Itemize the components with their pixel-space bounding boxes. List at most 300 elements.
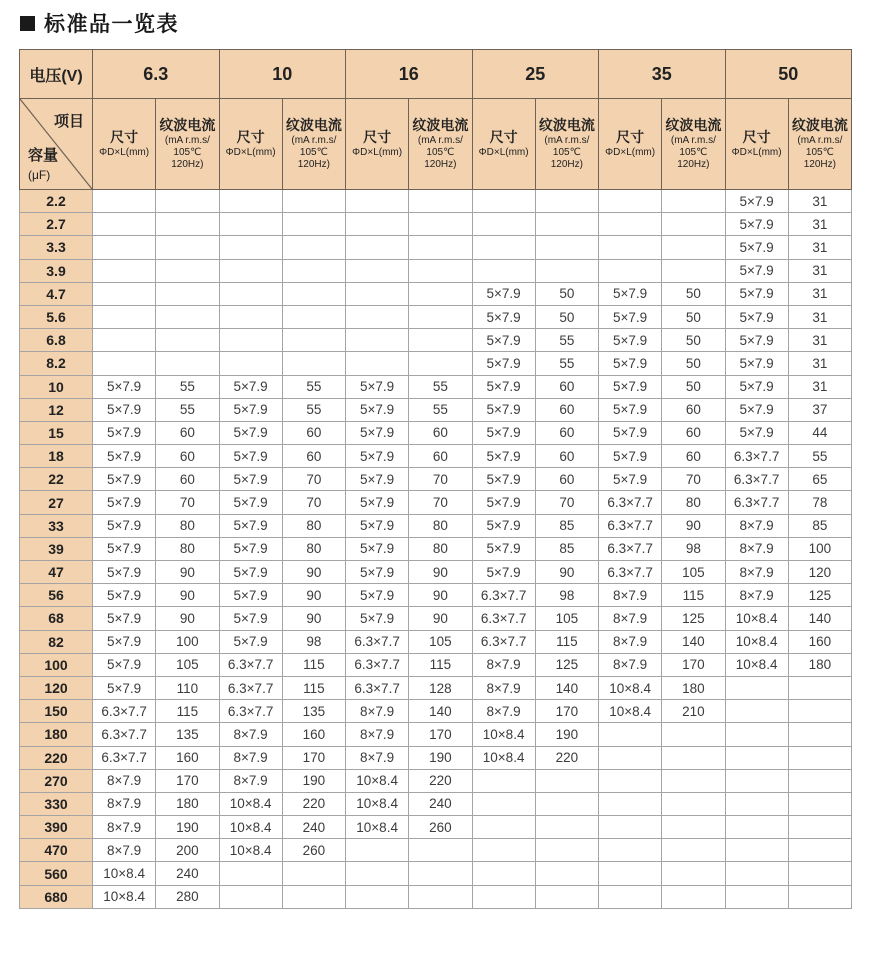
size-cell: 6.3×7.7 (725, 491, 788, 514)
size-cell: 8×7.9 (219, 769, 282, 792)
ripple-cell: 55 (409, 375, 472, 398)
ripple-cell: 70 (409, 491, 472, 514)
ripple-cell (788, 676, 851, 699)
voltage-cell: 10 (219, 50, 346, 99)
size-cell: 6.3×7.7 (346, 653, 409, 676)
voltage-label-cell: 电压(V) (20, 50, 93, 99)
ripple-cell (282, 862, 345, 885)
ripple-cell: 60 (662, 398, 725, 421)
table-row (20, 792, 852, 815)
size-cell: 8×7.9 (725, 514, 788, 537)
size-cell (93, 190, 156, 213)
size-cell (219, 352, 282, 375)
table-row (20, 816, 852, 839)
size-cell (472, 213, 535, 236)
size-cell (472, 769, 535, 792)
size-header-cell: 尺寸 ΦD×L(mm) (599, 99, 662, 190)
size-cell (93, 213, 156, 236)
standard-products-table (19, 49, 852, 909)
ripple-cell: 240 (282, 816, 345, 839)
size-cell: 6.3×7.7 (725, 468, 788, 491)
ripple-cell (662, 816, 725, 839)
size-cell: 5×7.9 (219, 607, 282, 630)
subheader-row (20, 99, 852, 190)
size-cell: 6.3×7.7 (219, 653, 282, 676)
table-row (20, 352, 852, 375)
size-header-cell: 尺寸 ΦD×L(mm) (346, 99, 409, 190)
size-cell: 5×7.9 (472, 561, 535, 584)
ripple-cell: 115 (282, 676, 345, 699)
ripple-cell: 105 (662, 561, 725, 584)
table-row (20, 607, 852, 630)
size-cell: 5×7.9 (346, 421, 409, 444)
voltage-cell: 35 (599, 50, 726, 99)
size-cell: 6.3×7.7 (599, 537, 662, 560)
size-cell: 5×7.9 (725, 190, 788, 213)
size-cell: 5×7.9 (346, 398, 409, 421)
ripple-header-cell: 纹波电流 (mA r.m.s/ 105℃ 120Hz) (409, 99, 472, 190)
size-cell (346, 236, 409, 259)
size-cell: 8×7.9 (472, 676, 535, 699)
ripple-cell: 60 (535, 375, 598, 398)
ripple-cell: 55 (535, 329, 598, 352)
ripple-cell: 220 (409, 769, 472, 792)
ripple-cell: 85 (535, 514, 598, 537)
ripple-cell: 240 (156, 862, 219, 885)
size-cell (93, 282, 156, 305)
ripple-cell: 31 (788, 375, 851, 398)
table-row (20, 259, 852, 282)
ripple-cell: 180 (788, 653, 851, 676)
size-cell: 5×7.9 (725, 305, 788, 328)
table-row (20, 236, 852, 259)
ripple-cell (409, 259, 472, 282)
ripple-cell: 90 (282, 561, 345, 584)
table-row (20, 885, 852, 908)
ripple-cell: 180 (662, 676, 725, 699)
size-cell (346, 259, 409, 282)
table-row (20, 862, 852, 885)
size-cell (219, 236, 282, 259)
ripple-cell (156, 236, 219, 259)
size-cell: 5×7.9 (472, 537, 535, 560)
ripple-cell: 240 (409, 792, 472, 815)
ripple-cell (535, 769, 598, 792)
size-cell: 5×7.9 (472, 445, 535, 468)
size-cell: 10×8.4 (599, 700, 662, 723)
size-cell (93, 236, 156, 259)
size-cell: 6.3×7.7 (599, 491, 662, 514)
page-title-text: 标准品一览表 (44, 13, 179, 36)
table-row (20, 445, 852, 468)
size-cell (219, 329, 282, 352)
size-cell: 5×7.9 (599, 421, 662, 444)
capacity-cell: 560 (20, 862, 93, 885)
size-cell: 5×7.9 (93, 653, 156, 676)
size-cell (219, 259, 282, 282)
ripple-cell: 80 (409, 514, 472, 537)
ripple-header-cell: 纹波电流 (mA r.m.s/ 105℃ 120Hz) (535, 99, 598, 190)
size-cell: 5×7.9 (346, 584, 409, 607)
ripple-cell: 125 (535, 653, 598, 676)
capacity-cell: 8.2 (20, 352, 93, 375)
ripple-cell (788, 723, 851, 746)
size-cell: 6.3×7.7 (472, 584, 535, 607)
capacity-cell: 68 (20, 607, 93, 630)
size-cell: 10×8.4 (346, 816, 409, 839)
size-cell: 6.3×7.7 (599, 561, 662, 584)
table-row (20, 491, 852, 514)
size-cell (219, 305, 282, 328)
ripple-cell: 260 (409, 816, 472, 839)
ripple-cell: 170 (282, 746, 345, 769)
size-cell: 5×7.9 (472, 329, 535, 352)
size-cell: 10×8.4 (725, 607, 788, 630)
size-cell: 5×7.9 (599, 398, 662, 421)
size-cell (599, 190, 662, 213)
ripple-cell (282, 190, 345, 213)
size-cell: 10×8.4 (725, 653, 788, 676)
ripple-cell (156, 190, 219, 213)
size-cell: 8×7.9 (219, 746, 282, 769)
ripple-cell (409, 329, 472, 352)
ripple-cell (662, 723, 725, 746)
size-cell: 5×7.9 (725, 329, 788, 352)
capacity-cell: 390 (20, 816, 93, 839)
ripple-cell: 55 (535, 352, 598, 375)
capacity-cell: 470 (20, 839, 93, 862)
size-cell (346, 862, 409, 885)
size-cell: 8×7.9 (93, 769, 156, 792)
ripple-cell: 90 (662, 514, 725, 537)
size-cell: 5×7.9 (346, 491, 409, 514)
ripple-cell: 105 (535, 607, 598, 630)
table-row (20, 653, 852, 676)
ripple-cell: 200 (156, 839, 219, 862)
size-cell (725, 839, 788, 862)
size-cell: 5×7.9 (599, 352, 662, 375)
ripple-cell: 90 (156, 607, 219, 630)
size-cell: 5×7.9 (472, 514, 535, 537)
ripple-cell (788, 839, 851, 862)
ripple-cell: 115 (535, 630, 598, 653)
ripple-cell (788, 885, 851, 908)
size-cell: 8×7.9 (346, 723, 409, 746)
capacity-cell: 6.8 (20, 329, 93, 352)
voltage-header-row (20, 50, 852, 99)
ripple-cell: 115 (662, 584, 725, 607)
size-cell: 8×7.9 (93, 839, 156, 862)
size-cell: 5×7.9 (725, 236, 788, 259)
size-cell (472, 839, 535, 862)
ripple-cell: 98 (662, 537, 725, 560)
ripple-cell: 140 (788, 607, 851, 630)
ripple-cell: 140 (409, 700, 472, 723)
size-cell (346, 329, 409, 352)
ripple-cell: 98 (282, 630, 345, 653)
size-cell: 5×7.9 (219, 630, 282, 653)
size-cell: 5×7.9 (93, 468, 156, 491)
ripple-cell: 90 (409, 584, 472, 607)
table-row (20, 584, 852, 607)
ripple-cell: 60 (535, 421, 598, 444)
ripple-cell (282, 329, 345, 352)
capacity-cell: 180 (20, 723, 93, 746)
ripple-cell: 80 (409, 537, 472, 560)
capacity-label: 容量 (28, 147, 59, 164)
ripple-cell (662, 862, 725, 885)
ripple-cell (788, 769, 851, 792)
voltage-cell: 50 (725, 50, 852, 99)
ripple-cell (409, 305, 472, 328)
capacity-cell: 27 (20, 491, 93, 514)
ripple-header-cell: 纹波电流 (mA r.m.s/ 105℃ 120Hz) (156, 99, 219, 190)
ripple-cell: 37 (788, 398, 851, 421)
ripple-cell: 190 (156, 816, 219, 839)
size-cell: 5×7.9 (599, 329, 662, 352)
table-row (20, 723, 852, 746)
size-cell: 5×7.9 (725, 352, 788, 375)
size-cell (219, 282, 282, 305)
size-cell (725, 746, 788, 769)
size-cell: 10×8.4 (93, 862, 156, 885)
size-cell: 6.3×7.7 (725, 445, 788, 468)
ripple-cell: 31 (788, 329, 851, 352)
ripple-cell (282, 305, 345, 328)
size-cell: 5×7.9 (346, 514, 409, 537)
capacity-cell: 22 (20, 468, 93, 491)
size-cell: 8×7.9 (93, 816, 156, 839)
ripple-cell: 210 (662, 700, 725, 723)
size-cell: 6.3×7.7 (219, 676, 282, 699)
item-label: 项目 (53, 113, 84, 130)
size-cell: 5×7.9 (346, 537, 409, 560)
size-cell: 5×7.9 (725, 398, 788, 421)
ripple-cell: 135 (156, 723, 219, 746)
size-cell (599, 723, 662, 746)
ripple-cell: 60 (282, 421, 345, 444)
size-cell: 5×7.9 (346, 445, 409, 468)
ripple-cell: 260 (282, 839, 345, 862)
ripple-cell: 110 (156, 676, 219, 699)
ripple-cell: 170 (662, 653, 725, 676)
ripple-cell: 60 (282, 445, 345, 468)
size-cell: 10×8.4 (472, 746, 535, 769)
ripple-cell: 128 (409, 676, 472, 699)
size-cell: 5×7.9 (472, 282, 535, 305)
size-cell: 8×7.9 (346, 700, 409, 723)
ripple-cell: 60 (156, 445, 219, 468)
size-cell (599, 236, 662, 259)
size-cell: 10×8.4 (599, 676, 662, 699)
capacity-unit-label: (μF) (28, 168, 51, 182)
size-cell (599, 746, 662, 769)
table-row (20, 769, 852, 792)
size-cell: 5×7.9 (219, 445, 282, 468)
ripple-cell (156, 352, 219, 375)
size-cell (346, 305, 409, 328)
ripple-cell: 55 (282, 375, 345, 398)
ripple-cell: 60 (662, 421, 725, 444)
size-cell: 8×7.9 (599, 584, 662, 607)
size-cell: 5×7.9 (599, 375, 662, 398)
size-cell: 6.3×7.7 (93, 723, 156, 746)
table-row (20, 561, 852, 584)
ripple-cell: 55 (788, 445, 851, 468)
size-cell: 5×7.9 (93, 676, 156, 699)
table-row (20, 514, 852, 537)
ripple-cell: 31 (788, 236, 851, 259)
size-cell: 8×7.9 (472, 653, 535, 676)
size-cell (346, 282, 409, 305)
size-cell: 8×7.9 (599, 630, 662, 653)
ripple-cell: 120 (788, 561, 851, 584)
ripple-cell: 55 (156, 375, 219, 398)
ripple-cell: 190 (535, 723, 598, 746)
size-cell: 5×7.9 (93, 514, 156, 537)
size-cell (472, 792, 535, 815)
size-cell: 8×7.9 (346, 746, 409, 769)
size-cell (725, 700, 788, 723)
ripple-cell: 50 (662, 305, 725, 328)
ripple-cell (662, 885, 725, 908)
ripple-cell: 70 (662, 468, 725, 491)
ripple-cell (535, 839, 598, 862)
ripple-cell: 55 (282, 398, 345, 421)
ripple-cell: 220 (282, 792, 345, 815)
size-cell: 5×7.9 (93, 375, 156, 398)
size-cell (219, 190, 282, 213)
size-cell: 5×7.9 (472, 468, 535, 491)
capacity-cell: 82 (20, 630, 93, 653)
ripple-cell: 60 (409, 421, 472, 444)
ripple-cell: 50 (662, 329, 725, 352)
size-cell: 5×7.9 (93, 561, 156, 584)
size-cell: 5×7.9 (346, 607, 409, 630)
table-row (20, 839, 852, 862)
table-row (20, 329, 852, 352)
capacity-cell: 12 (20, 398, 93, 421)
ripple-header-cell: 纹波电流 (mA r.m.s/ 105℃ 120Hz) (662, 99, 725, 190)
ripple-cell: 105 (156, 653, 219, 676)
size-cell (599, 839, 662, 862)
size-cell: 10×8.4 (725, 630, 788, 653)
size-cell: 5×7.9 (93, 630, 156, 653)
ripple-cell: 55 (409, 398, 472, 421)
size-cell: 8×7.9 (599, 607, 662, 630)
size-cell: 5×7.9 (219, 537, 282, 560)
size-cell (346, 885, 409, 908)
ripple-cell: 85 (535, 537, 598, 560)
size-cell: 5×7.9 (599, 305, 662, 328)
ripple-cell (662, 746, 725, 769)
ripple-cell (788, 862, 851, 885)
ripple-cell: 90 (156, 584, 219, 607)
size-cell (725, 769, 788, 792)
ripple-cell: 70 (409, 468, 472, 491)
size-cell: 5×7.9 (725, 421, 788, 444)
ripple-cell (662, 190, 725, 213)
ripple-cell: 160 (156, 746, 219, 769)
ripple-header-cell: 纹波电流 (mA r.m.s/ 105℃ 120Hz) (282, 99, 345, 190)
size-cell: 8×7.9 (725, 584, 788, 607)
table-row (20, 746, 852, 769)
size-cell (599, 885, 662, 908)
ripple-cell: 78 (788, 491, 851, 514)
ripple-cell (535, 190, 598, 213)
ripple-cell: 140 (535, 676, 598, 699)
size-cell: 8×7.9 (725, 537, 788, 560)
size-cell: 5×7.9 (346, 561, 409, 584)
size-cell (93, 305, 156, 328)
capacity-cell: 270 (20, 769, 93, 792)
size-cell (346, 213, 409, 236)
size-cell (472, 236, 535, 259)
size-cell: 5×7.9 (219, 584, 282, 607)
ripple-cell: 65 (788, 468, 851, 491)
size-cell: 5×7.9 (219, 561, 282, 584)
ripple-cell (788, 792, 851, 815)
ripple-cell: 50 (662, 352, 725, 375)
size-cell (219, 213, 282, 236)
size-cell (725, 816, 788, 839)
size-cell: 10×8.4 (219, 816, 282, 839)
ripple-cell: 170 (156, 769, 219, 792)
table-row (20, 398, 852, 421)
ripple-cell (409, 862, 472, 885)
size-cell: 5×7.9 (725, 375, 788, 398)
capacity-cell: 2.2 (20, 190, 93, 213)
size-cell (472, 885, 535, 908)
ripple-cell: 50 (535, 282, 598, 305)
capacity-cell: 680 (20, 885, 93, 908)
size-cell: 5×7.9 (599, 282, 662, 305)
size-cell: 5×7.9 (219, 375, 282, 398)
ripple-cell (788, 746, 851, 769)
ripple-cell: 85 (788, 514, 851, 537)
page-title (20, 10, 871, 36)
size-cell: 5×7.9 (93, 491, 156, 514)
size-cell (346, 352, 409, 375)
capacity-cell: 4.7 (20, 282, 93, 305)
ripple-cell (535, 816, 598, 839)
size-cell: 6.3×7.7 (93, 746, 156, 769)
size-cell: 5×7.9 (93, 445, 156, 468)
capacity-cell: 3.9 (20, 259, 93, 282)
ripple-cell: 90 (282, 584, 345, 607)
ripple-cell: 115 (409, 653, 472, 676)
item-capacity-corner-cell (20, 99, 93, 190)
ripple-cell: 60 (535, 398, 598, 421)
size-cell: 5×7.9 (219, 468, 282, 491)
size-header-cell: 尺寸 ΦD×L(mm) (93, 99, 156, 190)
table-row (20, 630, 852, 653)
ripple-cell: 280 (156, 885, 219, 908)
ripple-cell: 80 (282, 537, 345, 560)
size-cell: 6.3×7.7 (472, 607, 535, 630)
ripple-cell: 60 (409, 445, 472, 468)
ripple-cell: 80 (156, 514, 219, 537)
capacity-cell: 56 (20, 584, 93, 607)
size-cell (599, 862, 662, 885)
table-row (20, 282, 852, 305)
size-cell: 10×8.4 (346, 769, 409, 792)
ripple-cell: 125 (662, 607, 725, 630)
size-cell: 8×7.9 (219, 723, 282, 746)
ripple-cell: 170 (535, 700, 598, 723)
ripple-cell: 100 (788, 537, 851, 560)
size-cell: 10×8.4 (93, 885, 156, 908)
